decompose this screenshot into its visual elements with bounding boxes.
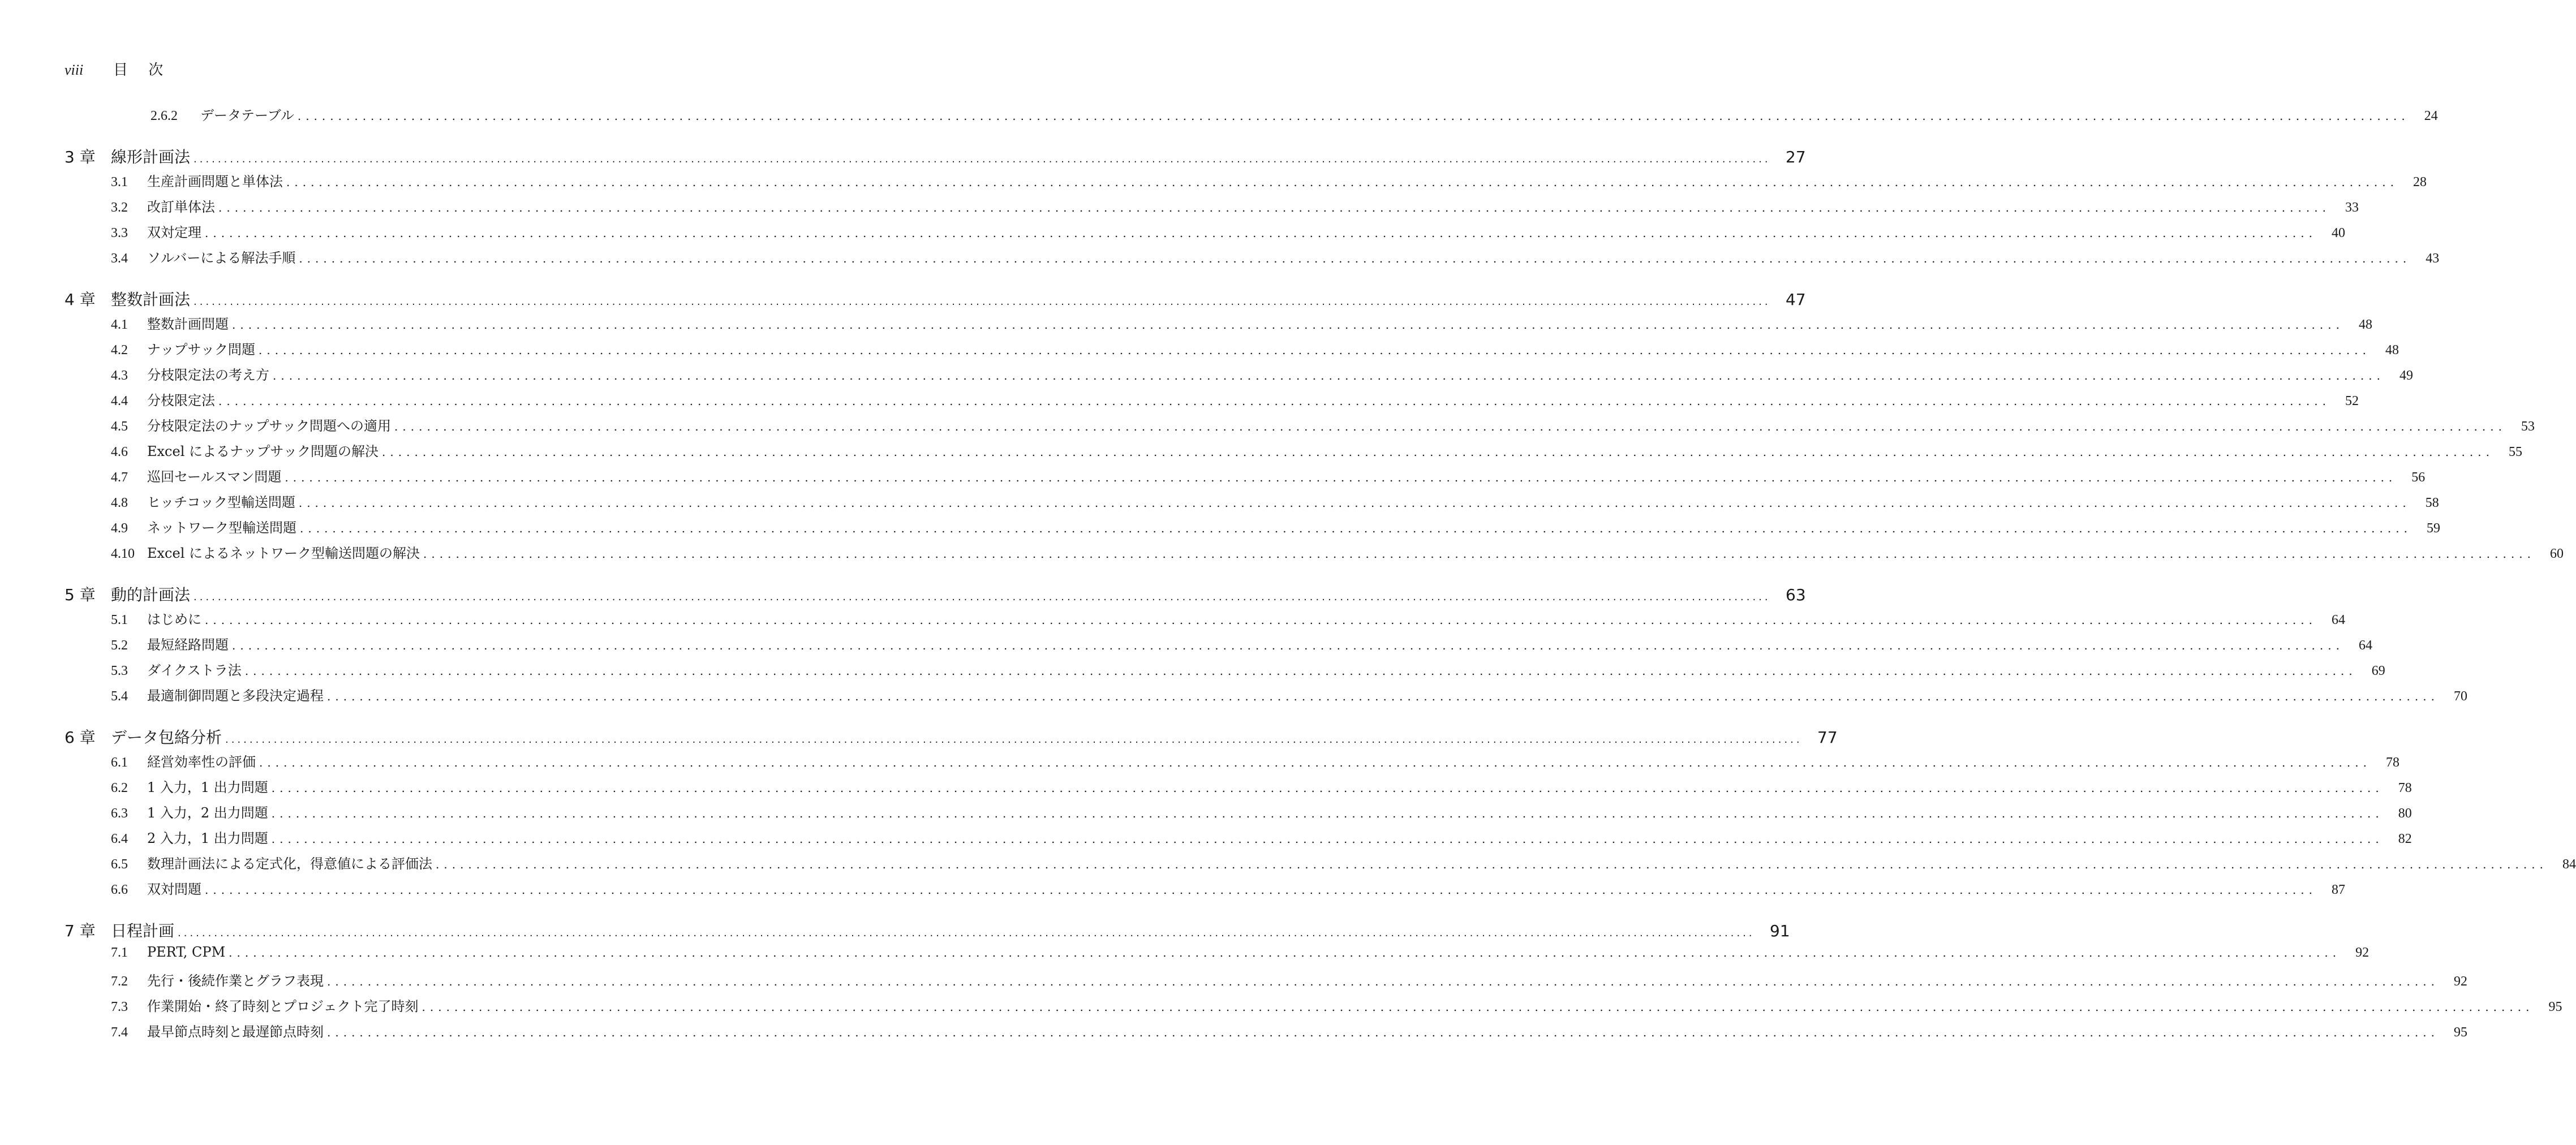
toc-entry-number: 6.2 [111,781,128,795]
leader-dots: .................................................................................................................................................................................................................................................................... [299,252,2411,265]
toc-entry-label [0,751,256,770]
toc-entry-title: 最適制御問題と多段決定過程 [147,688,324,704]
toc-page-number: 64 [2358,638,2372,653]
toc-entry-title: データ包絡分析 [111,728,222,747]
toc-section-row [0,440,2522,460]
leader-dots: .................................................................................................................................................................................................................................................................... [422,1000,2534,1014]
toc-section-row [0,338,2399,358]
toc-section-row [0,247,2440,266]
toc-entry-number: 6 章 [64,728,96,747]
toc-entry-label [0,853,432,872]
toc-page-number: 63 [1786,586,1806,604]
toc-entry-label [0,970,324,989]
toc-entry-label [0,196,215,216]
toc-section-row [0,634,2372,653]
leader-dots: .................................................................................................................................................................................................................................................................... [271,807,2384,820]
toc-entry-number: 3 章 [64,148,96,166]
leader-dots: .................................................................................................................................................................................................................................................................... [205,226,2317,240]
toc-entry-title: 2 入力，1 出力問題 [147,830,268,846]
toc-entry-label [0,878,201,898]
leader-dots: .................................................................................................................................................................................................................................................................... [232,318,2344,332]
leader-dots: .................................................................................................................................................................................................................................................................... [244,664,2357,678]
toc-entry-title: 分枝限定法のナップサック問題への適用 [147,418,392,434]
toc-entry-number: 4.10 [111,546,135,561]
toc-entry-label [0,338,255,358]
leader-dots: .................................................................................................................................................................................................................................................................... [327,975,2439,988]
toc-page-number: 80 [2398,806,2412,821]
toc-page-number: 91 [1770,922,1790,940]
leader-dots: .................................................................................................................................................................................................................................................................... [205,883,2317,897]
toc-entry-label [0,313,229,333]
leader-dots: .................................................................................................................................................................................................................................................................... [297,109,2410,123]
toc-page-number: 24 [2424,109,2438,123]
toc-section-row [0,313,2372,333]
toc-entry-title: ヒッチコック型輸送問題 [147,494,295,510]
toc-section-row [0,827,2412,847]
toc-entry-number: 6.1 [111,755,128,770]
leader-dots: .................................................................................................................................................................................................................................................................... [423,547,2535,561]
toc-section-row [0,853,2576,872]
toc-section-row [0,542,2564,562]
toc-entry-number: 7.1 [111,945,128,960]
toc-entry-label [0,542,420,562]
leader-dots: .................................................................................................................................................................................................................................................................... [271,832,2384,846]
toc-entry-label [0,247,295,266]
toc-entry-label [0,685,324,704]
toc-entry-label [0,944,225,961]
toc-entry-label [0,1021,324,1040]
toc-entry-title: Excel によるナップサック問題の解決 [147,444,379,459]
page-number: viii [64,62,84,78]
leader-dots: .................................................................................................................................................................................................................................................................... [259,756,2371,769]
toc-entry-label [0,827,268,847]
toc-entry-title: 数理計画法による定式化，得意値による評価法 [147,856,432,872]
toc-section-row [0,608,2345,628]
toc-entry-title: 双対問題 [147,881,201,897]
toc-section-row [0,516,2440,536]
toc-section-row [0,802,2412,821]
leader-dots: .................................................................................................................................................................................................................................................................... [300,522,2412,535]
leader-dots: .................................................................................................................................................................................................................................................................... [273,369,2385,382]
running-header [64,58,171,79]
toc-section-row [0,751,2399,770]
toc-page-number: 92 [2355,945,2369,960]
toc-section-row [0,491,2439,511]
toc-entry-title: 最早節点時刻と最遅節点時刻 [147,1024,324,1040]
toc-entry-title: ナップサック問題 [147,342,256,358]
toc-entry-label [0,802,268,821]
toc-section-row [0,659,2385,679]
toc-section-row [0,878,2345,898]
toc-page-number: 92 [2453,974,2467,989]
toc-page-number: 87 [2331,883,2345,897]
toc-page-number: 77 [1817,728,1838,747]
toc-section-row [0,170,2427,190]
leader-dots: .................................................................................................................................................................................................................................................................... [298,496,2411,510]
toc-entry-label [0,659,242,679]
toc-subsection-row [0,104,2438,124]
toc-entry-number: 5.4 [111,689,128,704]
toc-section-row [0,970,2467,989]
toc-section-row [0,944,2369,961]
toc-section-row [0,221,2345,241]
toc-entry-number: 3.2 [111,200,128,215]
toc-entry-title: 生産計画問題と単体法 [147,174,283,190]
leader-dots: .................................................................................................................................................................................................................................................................... [218,201,2330,214]
toc-entry-number: 4.1 [111,317,128,332]
toc-entry-label [111,287,190,310]
toc-page-number: 56 [2411,470,2426,485]
toc-page-number: 40 [2331,226,2345,240]
toc-entry-title: ダイクストラ法 [147,662,242,678]
toc-entry-number: 4.3 [111,368,128,383]
toc-page-number: 82 [2398,832,2412,846]
toc-chapter-row [0,145,1806,167]
leader-dots: .................................................................................................................................................................................................................................................................... [327,1026,2439,1039]
toc-entry-title: 先行・後続作業とグラフ表現 [147,973,324,989]
toc-entry-number: 7.2 [111,974,128,989]
toc-page-number: 60 [2549,546,2564,561]
toc-page-number: 59 [2426,521,2440,536]
toc-chapter-row [0,725,1838,748]
toc-section-row [0,415,2535,434]
toc-page-number: 48 [2385,343,2399,358]
toc-entry-label [111,919,174,941]
toc-page-number: 55 [2508,445,2522,459]
leader-dots: .................................................................................................................................................................................................................................................................... [436,858,2548,871]
toc-entry-title: 線形計画法 [111,148,191,166]
toc-entry-number: 4.8 [111,496,128,510]
toc-entry-number: 4.2 [111,343,128,358]
toc-page-number: 33 [2345,200,2359,215]
toc-entry-label [0,608,201,628]
toc-page-number: 70 [2453,689,2467,704]
toc-entry-label [0,776,268,796]
toc-entry-label [0,440,379,460]
toc-entry-title: 巡回セールスマン問題 [147,469,282,485]
toc-entry-label [0,491,295,511]
toc-entry-title: 整数計画法 [111,290,191,309]
toc-entry-number: 7.3 [111,1000,128,1014]
toc-entry-label [0,516,296,536]
toc-page-number: 27 [1786,148,1806,166]
toc-entry-number: 4.9 [111,521,128,536]
toc-page-number: 69 [2371,664,2385,678]
leader-dots: .................................................................................................................................................................................................................................................................... [229,946,2341,959]
toc-entry-label [0,995,419,1015]
toc-entry-number: 6.5 [111,857,128,872]
toc-entry-label [0,104,294,124]
toc-section-row [0,196,2359,216]
toc-entry-number: 3.4 [111,251,128,266]
toc-section-row [0,364,2413,384]
toc-entry-title: ネットワーク型輸送問題 [147,520,296,536]
toc-entry-label [0,466,281,485]
toc-entry-title: 作業開始・終了時刻とプロジェクト完了時刻 [147,998,419,1014]
leader-dots: .................................................................................................................................................................................................................................................................... [232,639,2344,652]
leader-dots: .................................................................................................................................................................................................................................................................... [218,394,2330,408]
toc-entry-number: 3.3 [111,226,128,240]
toc-entry-number: 4.5 [111,419,128,434]
toc-entry-title: 経営効率性の評価 [147,754,256,770]
toc-section-row [0,685,2467,704]
toc-entry-label [0,415,391,434]
toc-entry-number: 6.6 [111,883,128,897]
toc-entry-number: 5.1 [111,613,128,627]
toc-entry-number: 4 章 [64,290,96,309]
toc-entry-label [0,170,283,190]
toc-entry-title: 最短経路問題 [147,637,229,653]
toc-entry-label [0,634,229,653]
toc-entry-title: 動的計画法 [111,586,191,604]
leader-dots: .................................................................................................................................................................................................................................................................... [193,296,1771,308]
leader-dots: .................................................................................................................................................................................................................................................................... [193,153,1771,165]
toc-page-number: 84 [2562,857,2576,872]
toc-entry-number: 4.6 [111,445,128,459]
toc-chapter-row [0,287,1806,310]
toc-section-row [0,776,2412,796]
toc-entry-title: はじめに [147,612,201,627]
toc-entry-label [0,389,215,409]
toc-entry-title: 改訂単体法 [147,199,215,215]
leader-dots: .................................................................................................................................................................................................................................................................... [286,175,2398,189]
toc-entry-label [0,221,201,241]
toc-page-number: 95 [2548,1000,2562,1014]
toc-entry-number: 4.7 [111,470,128,485]
leader-dots: .................................................................................................................................................................................................................................................................... [259,343,2371,357]
toc-entry-number: 5.3 [111,664,128,678]
toc-entry-number: 3.1 [111,175,128,190]
toc-entry-title: 整数計画問題 [147,316,229,332]
leader-dots: .................................................................................................................................................................................................................................................................... [225,734,1803,746]
toc-page-number: 64 [2331,613,2345,627]
toc-entry-number: 5.2 [111,638,128,653]
leader-dots: .................................................................................................................................................................................................................................................................... [271,781,2384,795]
header-title: 目 次 [113,62,171,79]
leader-dots: .................................................................................................................................................................................................................................................................... [205,613,2317,627]
toc-page-number: 53 [2521,419,2535,434]
toc-section-row [0,1021,2467,1040]
toc-entry-title: ソルバーによる解法手順 [147,250,296,266]
leader-dots: .................................................................................................................................................................................................................................................................... [193,591,1771,603]
toc-entry-number: 6.3 [111,806,128,821]
toc-entry-title: 分枝限定法の考え方 [147,367,269,383]
leader-dots: .................................................................................................................................................................................................................................................................... [327,690,2439,703]
toc-page-number: 47 [1786,290,1806,309]
toc-chapter-row [0,919,1790,941]
leader-dots: .................................................................................................................................................................................................................................................................... [382,445,2494,459]
toc-entry-title: 日程計画 [111,922,175,940]
toc-page-number: 28 [2412,175,2427,190]
toc-page-number: 43 [2426,251,2440,266]
toc-section-row [0,389,2359,409]
toc-page-number: 78 [2385,755,2399,770]
toc-entry-number: 6.4 [111,832,128,846]
toc-entry-number: 7.4 [111,1025,128,1040]
leader-dots: .................................................................................................................................................................................................................................................................... [285,471,2397,484]
toc-page-number: 58 [2425,496,2439,510]
toc-entry-label [0,364,269,384]
toc-entry-title: 1 入力，1 出力問題 [147,780,268,795]
toc-entry-number: 4.4 [111,394,128,408]
toc-entry-label [111,145,190,167]
toc-entry-title: 分枝限定法 [147,393,215,408]
toc-chapter-row [0,583,1806,605]
toc-entry-title: 双対定理 [147,225,201,240]
toc-page-number: 49 [2399,368,2413,383]
leader-dots: .................................................................................................................................................................................................................................................................... [178,927,1755,939]
leader-dots: .................................................................................................................................................................................................................................................................... [394,420,2506,433]
toc-entry-label [111,725,222,748]
toc-section-row [0,466,2426,485]
toc-page-number: 95 [2453,1025,2467,1040]
toc-page-number: 78 [2398,781,2412,795]
toc-entry-title: 1 入力，2 出力問題 [147,805,268,821]
toc-section-row [0,995,2562,1015]
toc-page-number: 52 [2345,394,2359,408]
toc-entry-number: 5 章 [64,586,96,604]
toc-page-number: 48 [2358,317,2372,332]
toc-entry-title: Excel によるネットワーク型輸送問題の解決 [147,545,420,561]
toc-entry-number: 7 章 [64,922,96,940]
toc-entry-label [111,583,190,605]
toc-entry-title: PERT, CPM [147,944,226,960]
toc-entry-number: 2.6.2 [150,109,178,123]
toc-entry-title: データテーブル [200,107,294,123]
